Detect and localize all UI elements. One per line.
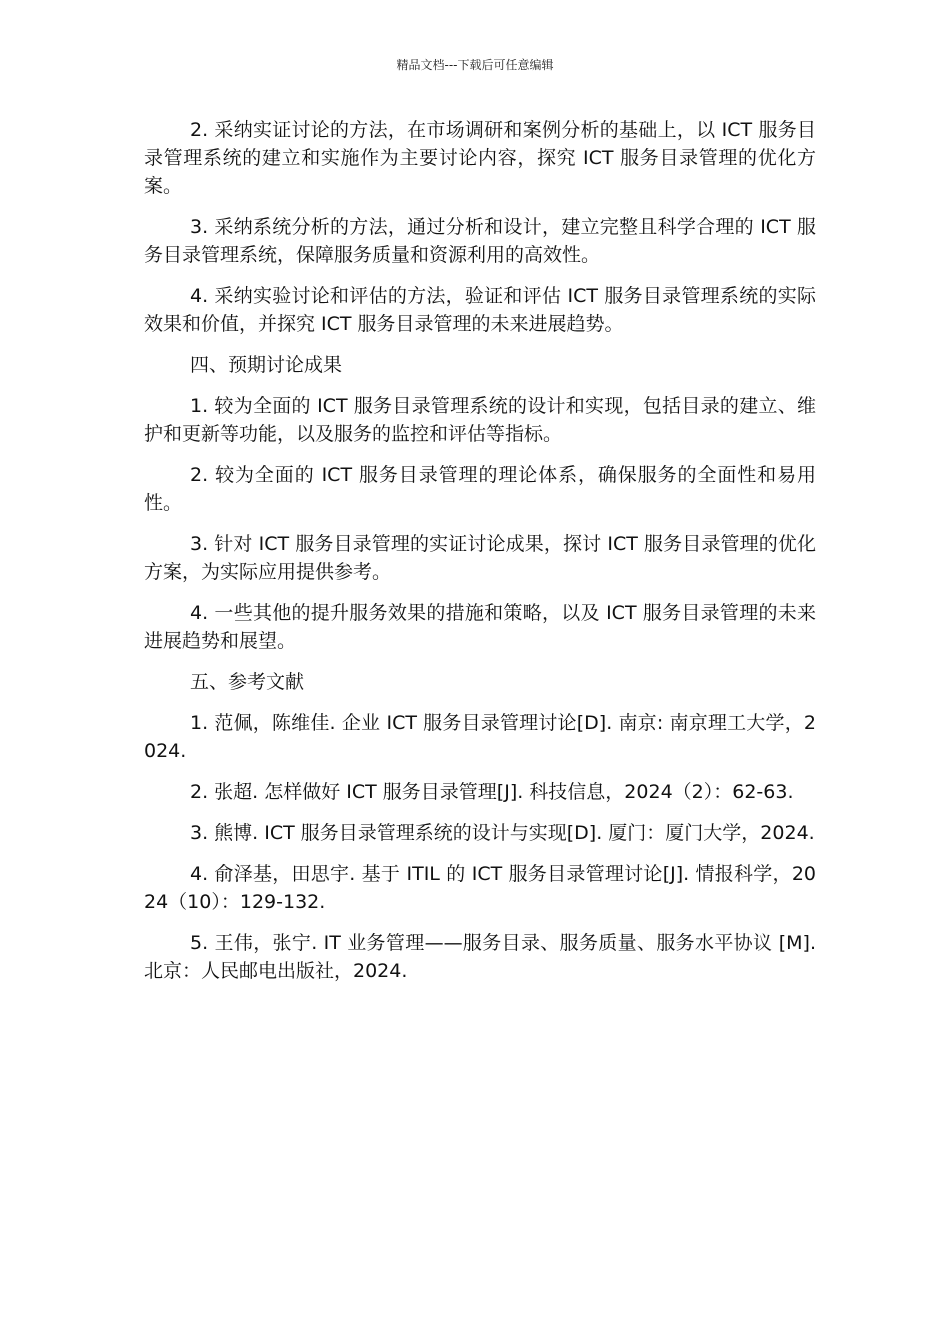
reference-item-4: 4. 俞泽基，田思宇. 基于 ITIL 的 ICT 服务目录管理讨论[J]. 情报科学，2024（10）：129-132. [144,863,816,913]
result-item-4: 4. 一些其他的提升服务效果的措施和策略，以及 ICT 服务目录管理的未来进展趋势和展望。 [144,602,816,652]
section-heading-expected-results: 四、预期讨论成果 [190,354,343,376]
result-item-2: 2. 较为全面的 ICT 服务目录管理的理论体系，确保服务的全面性和易用性。 [144,464,816,514]
result-item-1: 1. 较为全面的 ICT 服务目录管理系统的设计和实现，包括目录的建立、维护和更新等功能，以及服务的监控和评估等指标。 [144,395,816,445]
method-item-4: 4. 采纳实验讨论和评估的方法，验证和评估 ICT 服务目录管理系统的实际效果和价值，并探究 ICT 服务目录管理的未来进展趋势。 [144,285,816,335]
page-header: 精品文档---下载后可任意编辑 [396,58,554,72]
reference-item-5: 5. 王伟，张宁. IT 业务管理——服务目录、服务质量、服务水平协议 [M]. 北京：人民邮电出版社，2024. [144,932,816,982]
section-heading-references: 五、参考文献 [190,671,305,693]
reference-item-1: 1. 范佩，陈维佳. 企业 ICT 服务目录管理讨论[D]. 南京: 南京理工大学，2024. [144,712,816,762]
result-item-3: 3. 针对 ICT 服务目录管理的实证讨论成果，探讨 ICT 服务目录管理的优化方案，为实际应用提供参考。 [144,533,816,583]
reference-item-2: 2. 张超. 怎样做好 ICT 服务目录管理[J]. 科技信息，2024（2）：62-63. [190,781,794,803]
method-item-3: 3. 采纳系统分析的方法，通过分析和设计，建立完整且科学合理的 ICT 服务目录管理系统，保障服务质量和资源利用的高效性。 [144,216,816,266]
method-item-2: 2. 采纳实证讨论的方法，在市场调研和案例分析的基础上，以 ICT 服务目录管理系统的建立和实施作为主要讨论内容，探究 ICT 服务目录管理的优化方案。 [144,119,816,197]
reference-item-3: 3. 熊博. ICT 服务目录管理系统的设计与实现[D]. 厦门：厦门大学，2024. [190,822,815,844]
document-body [144,116,816,998]
